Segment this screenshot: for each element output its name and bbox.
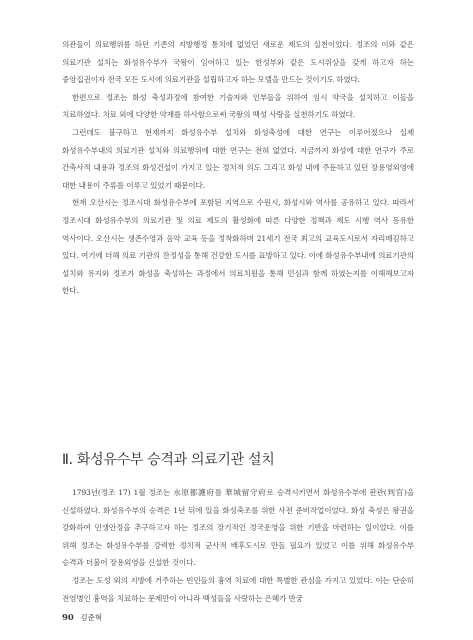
page-footer (62, 612, 102, 623)
paragraph: 의관들이 의료행위를 하던 기존의 지방행정 통치에 없었던 새로운 제도의 실천이었다. 정조의 이와 같은 의료기관 설치는 화성유수부가 국왕이 임어하고 있는 한성부와 같은 도시위상을 갖게 하고자 하는 중앙집권이자 전국 모든 도시에 의료기관을 설립하고자 하는 모델을 만드는 것이기도 하였다. (62, 40, 414, 85)
paragraph: 현재 오산시는 정조시대 화성유수부에 포함된 지역으로 수원시, 화성시와 역사를 공유하고 있다. 따라서 정조시대 화성유수부의 의료기관 및 의료 제도의 활성화에 따른 다양한 정책과 제도 시행 역사 등유한 역사이다. 오산시는 생존수영과 음악 교육 등을 정착화하며 21세기 전국 최고의 교육도시로서 자리매김하고 있다. 여기에 더해 의료 기관의 잔정성을 통해 건강한 도시를 표방하고 있다. 이에 화성유수부내에 의료기관의 설치와 유지와 정조가 화성을 축성하는 과정에서 의료치원을 통해 민심과 함께 하였는지를 이해해보고자 한다. (62, 198, 414, 296)
author-name: 김준혁 (80, 613, 103, 622)
section-text-block (62, 484, 414, 607)
page-number: 90 (62, 613, 74, 623)
section-heading: Ⅱ. 화성유수부 승격과 의료기관 설치 (62, 452, 275, 468)
paragraph: 그런데도 불구하고 현재까지 화성유수부 설치와 화성축성에 대한 연구는 이루어졌으나 실제 화성유수부내의 의료기관 설치와 의료행위에 대한 연구는 전혀 없었다. 지금까지 화성에 대한 연구가 주로 간축사적 내용과 정조의 화성건설이 가지고 있는 정치적 의도 그리고 화성 내에 주둔하고 있던 장용영외영에 대한 내용이 주류를 이루고 있었기 때문이다. (62, 127, 414, 190)
paragraph: 정조는 도성 외의 지방에 거주하는 빈민들의 흉역 치료에 대한 특별한 관심을 가지고 있었다. 이는 단순히 전염병인 흉역을 치료하는 문제만이 아니라 백성들을 사랑하는 은혜가 반궁 (62, 575, 414, 603)
paragraph: 1793년(정조 17) 1월 정조는 水原都護府를 華城留守府로 승격시키면서 화성유수부에 판관(判官)을 신설하였다. 화성유수부의 승격은 1년 뒤에 있을 화성축조를 위한 사전 준비작업이었다. 화성 축성은 왕권을 강화하여 민생안정을 추구하고자 하는 정조의 장기적인 정국운영을 위한 기반을 마련하는 일이었다. 이를 위해 정조는 화성유수부를 강력한 정치적 군사적 배후도시로 만들 필요가 있었고 이를 위해 화성유수부 승격과 더불어 장용외영을 신설한 것이다. (62, 488, 414, 568)
intro-text-block (62, 36, 414, 300)
paragraph: 한편으로 정조는 화성 축성과정에 참여한 기술자와 인부들을 위하여 임시 약국을 설치하고 이들을 치료하였다. 치료 외에 다양한 약재를 하사함으로써 국왕의 백성 사랑을 실천하기도 하였다. (62, 92, 414, 120)
